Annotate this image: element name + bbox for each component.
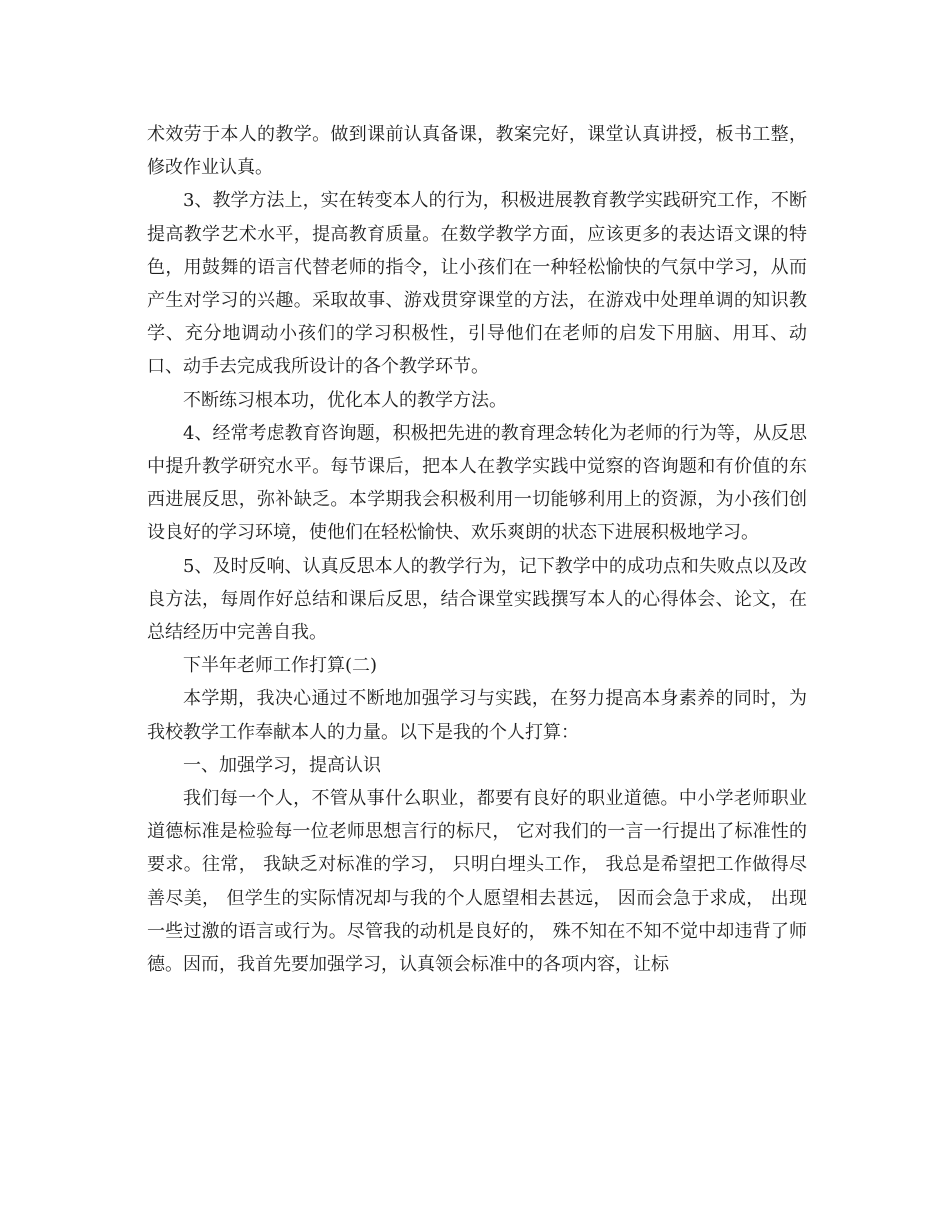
paragraph: 术效劳于本人的教学。做到课前认真备课，教案完好，课堂认真讲授，板书工整，修改作业认真。: [147, 124, 807, 179]
paragraph: 不断练习根本功，优化本人的教学方法。: [183, 389, 507, 411]
paragraph: 4、经常考虑教育咨询题，积极把先进的教育理念转化为老师的行为等，从反思中提升教学研究水平。每节课后，把本人在教学实践中觉察的咨询题和有价值的东西进展反思，弥补缺乏。本学期我会积极利用一切能够利用上的资源，为小孩们创设良好的学习环境，使他们在轻松愉快、欢乐爽朗的状态下进展积极地学习。: [147, 422, 807, 544]
paragraph: 5、及时反响、认真反思本人的教学行为，记下教学中的成功点和失败点以及改良方法，每周作好总结和课后反思，结合课堂实践撰写本人的心得体会、论文，在总结经历中完善自我。: [147, 555, 807, 644]
paragraph: 本学期，我决心通过不断地加强学习与实践，在努力提高本身素养的同时，为我校教学工作奉献本人的力量。以下是我的个人打算：: [147, 688, 807, 743]
paragraph: 3、教学方法上，实在转变本人的行为，积极进展教育教学实践研究工作，不断提高教学艺术水平，提高教育质量。在数学教学方面，应该更多的表达语文课的特色，用鼓舞的语言代替老师的指令，让小孩们在一种轻松愉快的气氛中学习，从而产生对学习的兴趣。采取故事、游戏贯穿课堂的方法，在游戏中处理单调的知识教学、充分地调动小孩们的学习积极性，引导他们在老师的启发下用脑、用耳、动口、动手去完成我所设计的各个教学环节。: [147, 190, 807, 378]
section-heading: 下半年老师工作打算(二): [183, 655, 378, 677]
section-heading: 一、加强学习，提高认识: [183, 754, 381, 776]
paragraph: 我们每一个人，不管从事什么职业，都要有良好的职业道德。中小学老师职业道德标准是检验每一位老师思想言行的标尺， 它对我们的一言一行提出了标准性的要求。往常， 我缺乏对标准的学习， 只明白埋头工作， 我总是希望把工作做得尽善尽美， 但学生的实际情况却与我的个人愿望相去甚远， 因而会急于求成， 出现一些过激的语言或行为。尽管我的动机是良好的， 殊不知在不知不觉中却违背了师德。因而，我首先要加强学习，认真领会标准中的各项内容，让标: [147, 788, 807, 976]
document-body: [147, 118, 807, 981]
